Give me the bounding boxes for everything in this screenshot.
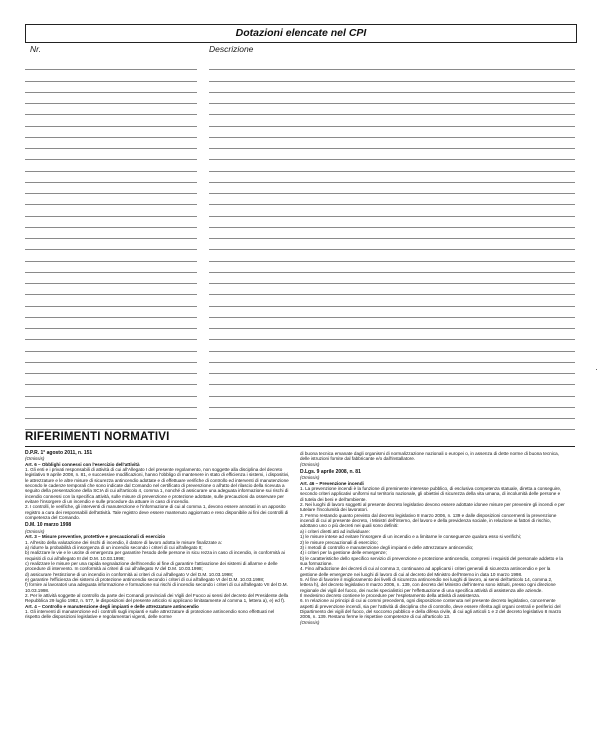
paragraph: 1. Gli interventi di manutenzione ed i controlli sugli impianti e sulle attrezzature di protezione antincendio sono effettuati nel rispetto delle disposizioni legislative e regolamentari vigenti, delle norme: [25, 608, 275, 620]
description-line[interactable]: [209, 149, 575, 160]
description-line[interactable]: [209, 363, 575, 374]
description-line[interactable]: [209, 59, 575, 70]
nr-line[interactable]: [25, 397, 197, 408]
paragraph: Art. 4 – Controllo e manutenzione degli impianti e delle attrezzature antincendio: [25, 603, 199, 609]
description-line[interactable]: [209, 172, 575, 183]
nr-line[interactable]: [25, 352, 197, 363]
description-line[interactable]: [209, 250, 575, 261]
nr-line[interactable]: [25, 59, 197, 70]
law-heading: D.P.R. 1° agosto 2011, n. 151: [25, 450, 93, 456]
paragraph: Art. 6 – Obblighi connessi con l'esercizio dell'attività: [25, 461, 140, 467]
nr-line[interactable]: [25, 183, 197, 194]
margin-mark: [596, 369, 597, 370]
description-line[interactable]: [209, 194, 575, 205]
description-line[interactable]: [209, 217, 575, 228]
paragraph: 1. La prevenzione incendi è la funzione di preminente interesse pubblico, di esclusiva competenza statuale, diretta a conseguire, secondo criteri applicativi uniformi sul territorio nazionale, gli obiettivi di sicurezza della vita umana, di incolumità delle persone e di tutela dei beni e dell'ambiente.: [300, 486, 562, 502]
nr-line[interactable]: [25, 262, 197, 273]
description-line[interactable]: [209, 340, 575, 351]
paragraph: 2) le misure precauzionali di esercizio;: [300, 539, 378, 545]
law-heading: D.Lgs. 9 aprile 2008, n. 81: [300, 469, 361, 476]
paragraph: 4. Fino all'adozione dei decreti di cui al comma 3, continuano ad applicarsi i criteri generali di sicurezza antincendio e per la gestione delle emergenze nei luoghi di lavoro di cui al decreto del Ministro dell'Interno in data 10 marzo 1998.: [300, 566, 551, 577]
section-title: RIFERIMENTI NORMATIVI: [25, 431, 170, 443]
paragraph: 1) le misure intese ad evitare l'insorgere di un incendio e a limitarne le conseguenze qualora esso si verifichi;: [300, 534, 521, 540]
table-title: Dotazioni elencate nel CPI: [25, 24, 577, 43]
paragraph: 3) i metodi di controllo e manutenzione degli impianti e delle attrezzature antincendio;: [300, 544, 474, 550]
paragraph: (Omissis): [300, 461, 320, 467]
paragraph: b) realizzare le vie e le uscite di emergenza per garantire l'esodo delle persone in sicu rezza in caso di incendio, in conformità ai requisiti di cui all'allegato III del D.M. 10.03.1998;: [25, 550, 285, 561]
paragraph: f) fornire ai lavoratori una adeguata informazione e formazione sui rischi di incendio secondo i criteri di cui all'allegato VII del D.M. 10.03.1998.: [25, 582, 288, 593]
description-column-lines: [209, 59, 575, 430]
right-text-column: [300, 451, 565, 625]
description-line[interactable]: [209, 397, 575, 408]
nr-line[interactable]: [25, 194, 197, 205]
nr-line[interactable]: [25, 273, 197, 284]
description-line[interactable]: [209, 70, 575, 81]
nr-line[interactable]: [25, 239, 197, 250]
nr-line[interactable]: [25, 217, 197, 228]
description-line[interactable]: [209, 352, 575, 363]
paragraph: d) assicurare l'estinzione di un incendio in conformità ai criteri di cui all'allegato V del D.M. 10.03.1998;: [25, 571, 234, 577]
description-line[interactable]: [209, 408, 575, 419]
description-line[interactable]: [209, 104, 575, 115]
nr-line[interactable]: [25, 250, 197, 261]
paragraph: Art. 3 – Misure preventive, protettive e precauzionali di esercizio: [25, 534, 166, 540]
paragraph: a) ridurre la probabilità di insorgenza di un incendio secondo i criteri di cui all'allegato II;: [25, 544, 203, 550]
paragraph: b) le caratteristiche dello specifico servizio di prevenzione e protezione antincendio, compresi i requisiti del personale addetto e la sua formazione.: [300, 555, 564, 566]
column-header-nr: Nr.: [30, 44, 42, 54]
description-line[interactable]: [209, 374, 575, 385]
left-text-column: [25, 451, 290, 620]
description-line[interactable]: [209, 318, 575, 329]
description-line[interactable]: [209, 115, 575, 126]
paragraph: (Omissis): [25, 456, 45, 462]
description-line[interactable]: [209, 93, 575, 104]
nr-line[interactable]: [25, 340, 197, 351]
nr-line[interactable]: [25, 363, 197, 374]
paragraph: c) realizzare le misure per una rapida segnalazione dell'incendio al fine di garantire l'attivazione dei sistemi di allarme e delle procedure di intervento. In conformità ai criteri di cui all'allegato IV del D.M. 10.03.1998;: [25, 560, 278, 572]
nr-line[interactable]: [25, 205, 197, 216]
description-line[interactable]: [209, 183, 575, 194]
paragraph: 6. In relazione ai principi di cui ai commi precedenti, ogni disposizione contenuta nel presente decreto legislativo, concernente aspetti di prevenzione incendi, sia per l'attività di disciplina che di controllo, deve essere riferita agli organi centrali e periferici del Dipartimento dei vigili del fuoco, del soccorso pubblico e della difesa civile, di cui agli articoli 1 e 2 del decreto legislativo 8 marzo 2006, n. 139. Restano ferme le rispettive competenze di cui all'articolo 13.: [300, 598, 562, 620]
paragraph: (Omissis): [25, 528, 45, 534]
nr-line[interactable]: [25, 127, 197, 138]
nr-line[interactable]: [25, 408, 197, 419]
description-line[interactable]: [209, 262, 575, 273]
nr-line[interactable]: [25, 307, 197, 318]
description-line[interactable]: [209, 295, 575, 306]
nr-column-lines: [25, 59, 197, 430]
paragraph: e) garantire l'efficienza dei sistemi di protezione antincendio secondo i criteri di cui all'allegato VI del D.M. 10.03.1998;: [25, 576, 265, 582]
nr-line[interactable]: [25, 149, 197, 160]
paragraph: di buona tecnica emanate dagli organismi di normalizzazione nazionali o europei o, in assenza di dette norme di buona tecnica, delle istruzioni fornite dal fabbricante e/o dall'installatore.: [300, 451, 559, 462]
description-line[interactable]: [209, 307, 575, 318]
paragraph: 2. Per le attività soggette al controllo da parte dei Comandi provinciali dei Vigili del Fuoco ai sensi del decreto del Presidente della Repubblica 29 luglio 1982, n. 577, le disposizioni del presente articolo si applicano limitatamente al comma 1, lettera a), e) ed f).: [25, 592, 289, 604]
description-line[interactable]: [209, 273, 575, 284]
paragraph: (Omissis): [300, 619, 320, 625]
paragraph: a) i criteri diretti atti ad individuare:: [300, 528, 370, 534]
nr-line[interactable]: [25, 318, 197, 329]
description-line[interactable]: [209, 138, 575, 149]
nr-line[interactable]: [25, 329, 197, 340]
paragraph: Il medesimo decreto contiene le procedure per l'espletamento della attività di assistenza.: [300, 592, 481, 598]
paragraph: Art. 46 – Prevenzione incendi: [300, 480, 364, 486]
nr-line[interactable]: [25, 385, 197, 396]
description-line[interactable]: [209, 419, 575, 430]
paragraph: 1. Gli enti e i privati responsabili di attività di cui all'Allegato I del presente regolamento, non soggette alla disciplina del decreto legislativo 9 aprile 2008, n. 81, e successive modificazioni, hanno l'obbligo di mantenere in stato di efficienza i sistemi, i dispositivi, le attrezzature e le altre misure di sicurezza antincendio adottate e di effettuare verifiche di controllo ed interventi di manutenzione secondo le cadenze temporali che sono indicate dal Comando nel certificato di prevenzione o all'atto del rilascio della ricevuta a seguito della presentazione della SCIA di cui all'articolo 4, comma 1, nonché di assicurare una adeguata informazione sui rischi di incendio connessi con la specifica attività, sulle misure di prevenzione e protezione adottate, sulle precauzioni da osservare per evitare l'insorgere di un incendio e sulle procedure da attuare in caso di incendio.: [25, 467, 290, 505]
description-line[interactable]: [209, 239, 575, 250]
paragraph: (Omissis): [300, 475, 320, 481]
paragraph: 5. Al fine di favorire il miglioramento dei livelli di sicurezza antincendio nei luoghi di lavoro, ai sensi dell'articolo 14, comma 2, lettera h), del decreto legislativo 8 marzo 2006, n. 139, con decreto del Ministro dell'interno sono istituiti, presso ogni direzione regionale dei vigili del fuoco, dei nuclei specialistici per l'effettuazione di una specifica attività di assistenza alle aziende.: [300, 576, 556, 593]
nr-line[interactable]: [25, 284, 197, 295]
section-divider: [25, 446, 575, 447]
law-heading: D.M. 10 marzo 1998: [25, 522, 72, 529]
nr-line[interactable]: [25, 104, 197, 115]
paragraph: 1. All'esito della valutazione dei rischi di incendio, il datore di lavoro adotta le misure finalizzate a:: [25, 539, 222, 545]
description-line[interactable]: [209, 284, 575, 295]
description-line[interactable]: [209, 82, 575, 93]
description-line[interactable]: [209, 160, 575, 171]
nr-line[interactable]: [25, 93, 197, 104]
nr-line[interactable]: [25, 295, 197, 306]
column-header-descrizione: Descrizione: [209, 44, 254, 54]
nr-line[interactable]: [25, 419, 197, 430]
nr-line[interactable]: [25, 160, 197, 171]
description-line[interactable]: [209, 205, 575, 216]
description-line[interactable]: [209, 228, 575, 239]
nr-line[interactable]: [25, 115, 197, 126]
description-line[interactable]: [209, 329, 575, 340]
nr-line[interactable]: [25, 228, 197, 239]
nr-line[interactable]: [25, 138, 197, 149]
paragraph: 2. I controlli, le verifiche, gli interventi di manutenzione e l'informazione di cui al comma 1, devono essere annotati in un apposito registro a cura dei responsabili dell'attività. Tale registro deve essere mantenuto aggiornato e reso disponibile ai fini dei controlli di competenza del Comando.: [25, 504, 289, 521]
paragraph: 4) i criteri per la gestione delle emergenze;: [300, 550, 387, 556]
nr-line[interactable]: [25, 374, 197, 385]
paragraph: 3. Fermo restando quanto previsto dal decreto legislativo 8 marzo 2006, n. 139 e dalle disposizioni concernenti la prevenzione incendi di cui al presente decreto, i Ministri dell'interno, del lavoro e della previdenza sociale, in relazione ai fattori di rischio, adottano uno o più decreti nei quali sono definiti:: [300, 512, 557, 529]
nr-line[interactable]: [25, 172, 197, 183]
nr-line[interactable]: [25, 70, 197, 81]
description-line[interactable]: [209, 385, 575, 396]
paragraph: 2. Nei luoghi di lavoro soggetti al presente decreto legislativo devono essere adottate idonee misure per prevenire gli incendi e per tutelare l'incolumità dei lavoratori.: [300, 502, 565, 513]
description-line[interactable]: [209, 127, 575, 138]
nr-line[interactable]: [25, 82, 197, 93]
